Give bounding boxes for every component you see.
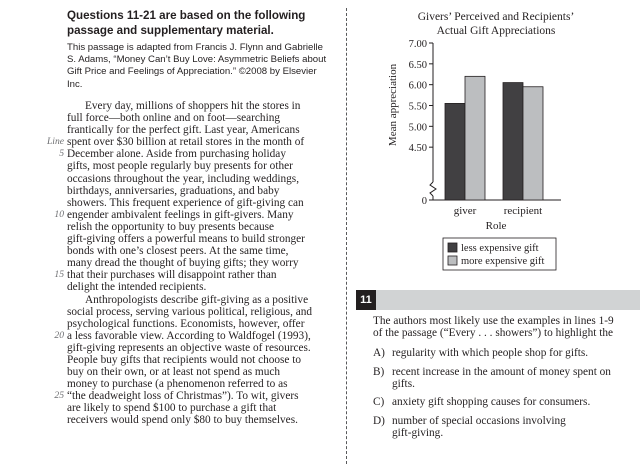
gift-appreciation-chart [352, 2, 640, 274]
choice-letter: A) [373, 347, 385, 359]
passage-line-text: frantically for the perfect gift. Last year, Americans [67, 124, 300, 137]
passage-line-text: engender ambivalent feelings in gift-givers. Many [67, 208, 294, 221]
answer-choice[interactable] [373, 415, 566, 440]
bar-recipient-less-expensive [503, 83, 523, 200]
passage-line [54, 208, 347, 221]
bar-recipient-more-expensive [523, 87, 543, 200]
column-divider [346, 8, 347, 464]
passage-line-text: showers. This frequent experience of gift-giving can [67, 196, 304, 209]
passage-line-text: social process, serving various political, religious, and [67, 305, 313, 318]
passage-line-text: bonds with one’s closest peers. At the same time, [67, 245, 289, 258]
source-line: S. Adams, “Money Can’t Buy Love: Asymmetric Beliefs about [67, 54, 327, 66]
passage-line [67, 318, 347, 330]
stem-line: The authors most likely use the examples in lines 1-9 [373, 315, 614, 327]
line-number: 5 [59, 148, 64, 160]
passage-line-text: psychological functions. Economists, however, offer [67, 317, 305, 330]
passage-line [67, 160, 347, 172]
passage-line [67, 185, 347, 197]
line-number: 15 [54, 269, 64, 281]
stem-line: of the passage (“Every . . . showers”) to highlight the [373, 327, 613, 340]
passage-line-text: gift-giving offers a powerful means to build stronger [67, 233, 305, 246]
passage-line-text: “the deadweight loss of Christmas”). To wit, givers [67, 390, 299, 403]
passage-line-text: Anthropologists describe gift-giving as a positive [85, 293, 309, 306]
passage-line [67, 281, 347, 293]
passage-line [59, 148, 347, 161]
choice-letter: C) [373, 396, 385, 408]
passage-line-text: that their purchases will disappoint rather than [67, 269, 277, 282]
passage-heading [67, 9, 337, 38]
heading-line: Questions 11-21 are based on the following [67, 9, 306, 22]
choice-line [373, 415, 566, 427]
choice-letter: B) [373, 366, 385, 378]
passage-line-text: People buy gifts that recipients would not choose to [67, 353, 302, 366]
passage-source-note [67, 42, 337, 91]
line-number: 25 [54, 390, 64, 402]
y-tick-label: 6.50 [408, 59, 427, 71]
passage-line [67, 354, 347, 366]
choice-line [373, 366, 611, 378]
line-number: Line [46, 136, 64, 148]
heading-line: passage and supplementary material. [67, 23, 274, 37]
choice-text: recent increase in the amount of money spent on [392, 366, 611, 378]
y-axis-label: Mean appreciation [387, 63, 399, 147]
passage-line [67, 342, 347, 354]
passage-text [46, 100, 347, 427]
choice-line [373, 347, 588, 359]
legend-swatch [448, 243, 457, 252]
passage-line [67, 257, 347, 269]
chart-title-line: Givers’ Perceived and Recipients’ [417, 11, 575, 23]
passage-line-text: spent over $30 billion at retail stores in the month of [67, 136, 305, 149]
choice-text: number of special occasions involving [392, 415, 566, 427]
passage-line-text: occasions throughout the year, including weddings, [67, 172, 300, 185]
choice-text: regularity with which people shop for gifts. [392, 347, 589, 359]
legend-label: less expensive gift [461, 243, 539, 254]
chart-svg [352, 2, 640, 274]
source-line: Gift Price and Feelings of Appreciation.” ©2008 by Elsevier [67, 66, 317, 78]
passage-line [67, 197, 347, 209]
legend-label: more expensive gift [461, 256, 545, 267]
passage-line-text: relish the opportunity to buy presents because [67, 220, 275, 233]
y-tick-label: 6.00 [408, 80, 427, 92]
passage-line [67, 414, 347, 426]
passage-line [54, 390, 347, 403]
passage-line-text: are likely to spend $100 to purchase a gift that [67, 402, 277, 415]
answer-choice[interactable] [373, 347, 588, 359]
y-tick-label: 4.50 [408, 143, 427, 155]
answer-choice[interactable] [373, 366, 611, 391]
passage-line [67, 366, 347, 378]
passage-line-text: receivers would spend only $80 to buy themselves. [67, 414, 298, 427]
line-number: 10 [54, 208, 64, 220]
axis-break-mark [430, 182, 436, 196]
passage-line [54, 269, 347, 282]
passage-line-text: buy on their own, or at least not spend as much [67, 366, 281, 379]
passage-line-text: gift-giving represents an objective waste of resources. [67, 341, 311, 354]
x-category-label: recipient [503, 205, 543, 217]
choice-text: gift-giving. [392, 427, 444, 440]
passage-line-text: full force—both online and on foot—searching [67, 112, 281, 125]
passage-line [67, 112, 347, 124]
chart-title-line: Actual Gift Appreciations [436, 25, 556, 37]
bar-giver-more-expensive [465, 76, 485, 200]
x-axis-label: Role [485, 220, 507, 232]
passage-line-text: many dread the thought of buying gifts; they worry [67, 257, 299, 270]
passage-line [67, 173, 347, 185]
passage-line [67, 124, 347, 136]
passage-line [46, 136, 347, 149]
source-line: Inc. [67, 78, 83, 90]
y-tick-label: 5.50 [408, 101, 427, 113]
x-category-label: giver [453, 205, 477, 217]
passage-line [67, 402, 347, 414]
passage-line [67, 245, 347, 257]
choice-text: anxiety gift shopping causes for consumers. [392, 396, 591, 408]
passage-line-text: gifts, most people regularly buy presents for other [67, 160, 293, 173]
source-line: This passage is adapted from Francis J. Flynn and Gabrielle [67, 42, 323, 53]
line-number: 20 [54, 329, 64, 341]
question-number-bar [356, 290, 640, 310]
answer-choice[interactable] [373, 396, 590, 408]
passage-line [67, 233, 347, 245]
passage-line-text: delight the intended recipients. [67, 281, 207, 294]
passage-line [54, 329, 347, 342]
legend-swatch [448, 256, 457, 265]
choice-letter: D) [373, 415, 385, 427]
passage-line-text: Every day, millions of shoppers hit the stores in [85, 100, 301, 112]
choice-text: gifts. [392, 378, 415, 391]
choice-line [373, 378, 611, 390]
passage-line [67, 306, 347, 318]
choice-line [373, 396, 590, 408]
passage-line [67, 378, 347, 390]
passage-line [67, 294, 347, 306]
bar-giver-less-expensive [445, 103, 465, 200]
y-tick-label: 0 [421, 196, 427, 207]
choice-line [373, 427, 566, 439]
passage-line-text: December alone. Aside from purchasing holiday [67, 148, 286, 161]
y-tick-label: 5.00 [408, 122, 427, 134]
passage-line-text: birthdays, anniversaries, graduations, and baby [67, 184, 280, 197]
passage-line [67, 221, 347, 233]
passage-line-text: a less favorable view. According to Waldfogel (1993), [67, 329, 311, 342]
question-number: 11 [356, 290, 376, 310]
question-stem [373, 315, 635, 340]
passage-line [67, 100, 347, 112]
passage-line-text: money to purchase (a phenomenon referred to as [67, 378, 288, 391]
y-tick-label: 7.00 [408, 39, 427, 50]
